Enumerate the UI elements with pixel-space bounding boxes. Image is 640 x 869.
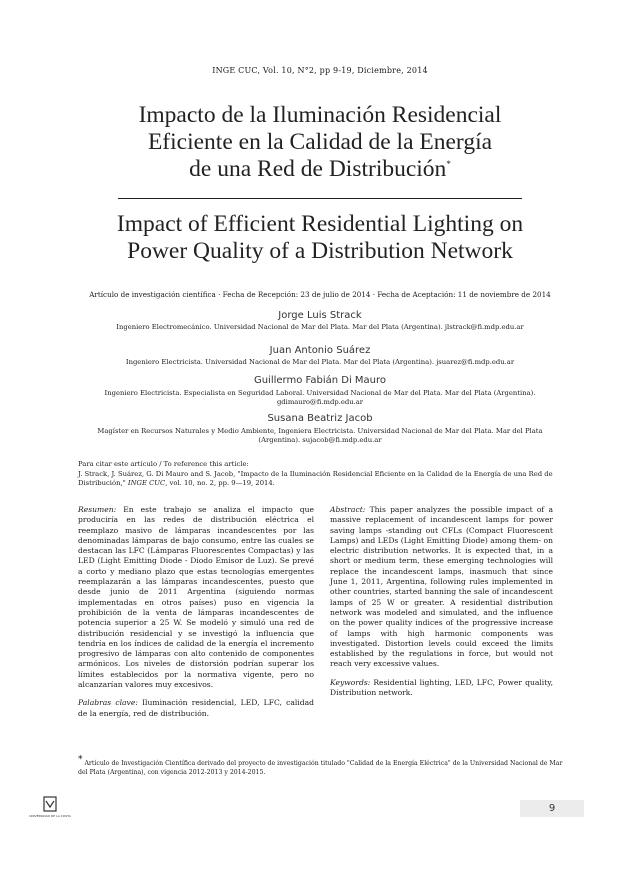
title-en-line-2: Power Quality of a Distribution Network (127, 238, 513, 264)
university-logo-icon (29, 795, 71, 835)
abstract-en-text: This paper analyzes the possible impact of a massive replacement of incandescent lamps for power saving lamps -standing out CFLs (Compact Fluorescent Lamps) and LEDs (Light Emitting Diode) among them- on electric distribution networks. It is expected that, in a short or medium term, these emerging technologies will replace the incandescent lamps, inasmuch that since June 1, 2011, Argentina, following rules implemented in other countries, started banning the sale of incandescent lamps of 25 W or greater. A residential distribution network was modeled and simulated, and the influence on the power quality indices of the progressive increase of lamps with high harmonic components was investigated. Distortion levels could exceed the limits established by the regulations in force, but would not reach very excessive values. (330, 505, 553, 669)
author-affiliation-4: Magíster en Recursos Naturales y Medio Ambiente, Ingeniera Electricista. Universidad Nacional de Mar del Plata. Mar del Plata (Argentina). sujacob@fi.mdp.edu.ar (97, 427, 543, 444)
footnote-mark: * (78, 755, 83, 765)
citation-block (78, 460, 563, 489)
author-name-4: Susana Beatriz Jacob (267, 413, 373, 424)
abstract-es-label: Resumen: (78, 505, 117, 514)
abstract-es (78, 505, 314, 690)
title-es-line-3-text: de una Red de Distribución (189, 156, 447, 182)
title-es-line-1: Impacto de la Iluminación Residencial (138, 102, 502, 128)
keywords-es-label: Palabras clave: (78, 698, 138, 708)
logo-text: UNIVERSIDAD DE LA COSTA (29, 814, 71, 818)
abstract-en-column (330, 505, 553, 698)
title-footnote-mark: * (446, 159, 451, 170)
citation-rest: , vol. 10, no. 2, pp. 9—19, 2014. (165, 479, 275, 487)
journal-header: INGE CUC, Vol. 10, N°2, pp 9-19, Diciembre, 2014 (212, 66, 428, 75)
citation-body: J. Strack, J. Suárez, G. Di Mauro and S. Jacob, "Impacto de la Iluminación Residencial Eficiente en la Calidad de la Energía de una Red de Distribución," (78, 469, 553, 487)
author-affiliation-2: Ingeniero Electricista. Universidad Nacional de Mar del Plata. Mar del Plata (Argentina). jsuarez@fi.mdp.edu.ar (125, 358, 515, 366)
author-affiliation-1: Ingeniero Electromecánico. Universidad Nacional de Mar del Plata. Mar del Plata (Argentina). jlstrack@fi.mdp.edu.ar (116, 323, 524, 331)
university-logo (29, 795, 71, 835)
abstract-en (330, 505, 553, 670)
citation-label: Para citar este artículo / To reference this article: (78, 460, 249, 468)
article-meta: Artículo de investigación científica · Fecha de Recepción: 23 de julio de 2014 · Fecha de Aceptación: 11 de noviembre de 2014 (89, 290, 551, 299)
footnote (78, 755, 563, 777)
citation-journal: INGE CUC (127, 479, 166, 487)
keywords-es-text: Iluminación residencial, LED, LFC, calidad de la energía, red de distribución. (78, 698, 314, 718)
abstract-es-column (78, 505, 314, 719)
title-en-line-1: Impact of Efficient Residential Lighting on (116, 211, 524, 237)
abstract-en-label: Abstract: (330, 505, 366, 514)
author-name-2: Juan Antonio Suárez (269, 345, 371, 356)
title-english (50, 211, 590, 265)
title-spanish (60, 102, 580, 183)
keywords-en-label: Keywords: (330, 677, 371, 687)
author-name-3: Guillermo Fabián Di Mauro (253, 375, 387, 386)
footnote-text: Artículo de Investigación Científica derivado del proyecto de investigación titulado "Calidad de la Energía Eléctrica" de la Universidad Nacional de Mar del Plata (Argentina), con vigencia 2012-2013 y 2014-2015. (78, 760, 563, 776)
title-es-line-2: Eficiente en la Calidad de la Energía (147, 129, 493, 155)
author-name-1: Jorge Luis Strack (278, 310, 362, 321)
author-affiliation-3: Ingeniero Electricista. Especialista en Seguridad Laboral. Universidad Nacional de Mar del Plata. Mar del Plata (Argentina). gdimauro@fi.mdp.edu.ar (104, 389, 536, 406)
title-es-line-3 (60, 156, 580, 183)
keywords-en-text: Residential lighting, LED, LFC, Power quality, Distribution network. (330, 677, 553, 698)
title-divider (118, 198, 522, 199)
page-number: 9 (548, 803, 556, 814)
keywords-es (78, 698, 314, 719)
keywords-en (330, 678, 553, 699)
citation-text (78, 470, 563, 489)
abstract-es-text: En este trabajo se analiza el impacto que produciría en las redes de distribución eléctrica el reemplazo masivo de lámparas incandescentes por las denominadas lámparas de bajo consumo, entre las cuales se destacan las LFC (Lámparas Fluorescentes Compactas) y las LED (Light Emitting Diode - Diodo Emisor de Luz). Se prevé a corto y mediano plazo que estas tecnologías emergentes reemplazarán a las lámparas incandescentes, puesto que desde junio de 2011 Argentina (siguiendo normas implementadas en otros países) puso en vigencia la prohibición de la venta de lámparas incandescentes de potencia superior a 25 W. Se modeló y simuló una red de distribución residencial y se investigó la influencia que tendría en los índices de calidad de la energía el incremento progresivo de lámparas con alto contenido de componentes armónicos. Los niveles de distorsión podrían superar los límites establecidos por la normativa vigente, pero no alcanzarían valores muy excesivos. (78, 505, 315, 690)
